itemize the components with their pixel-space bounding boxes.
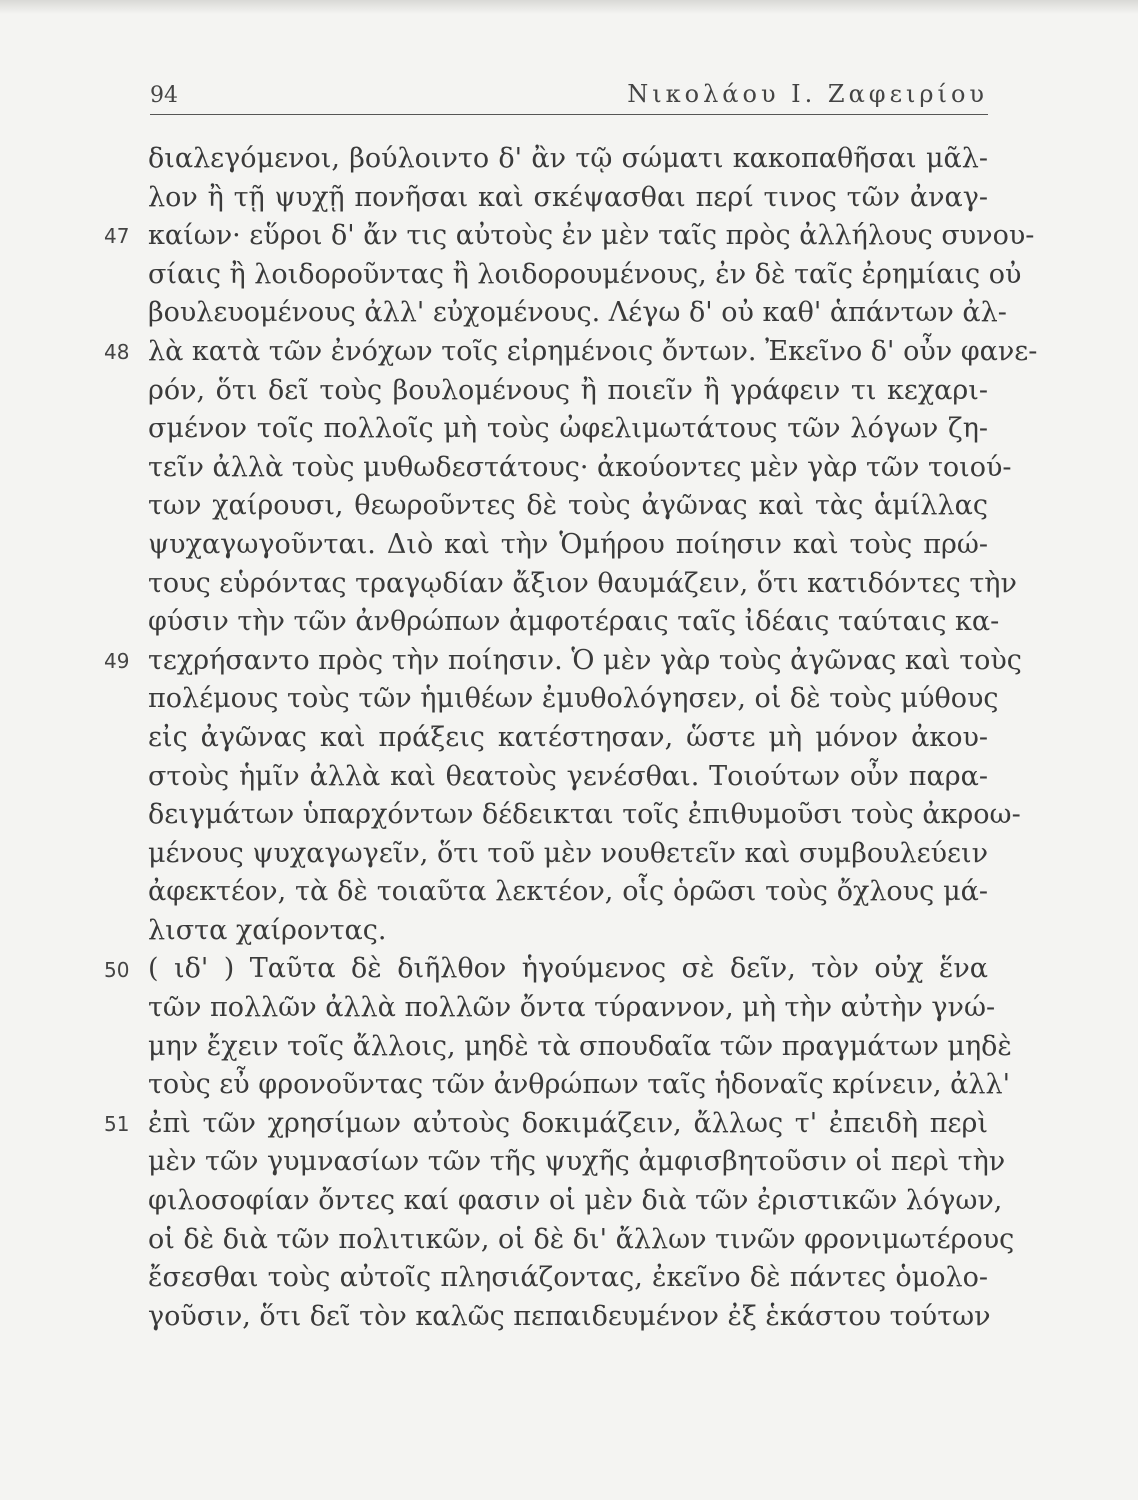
text-line: μην ἔχειν τοῖς ἄλλοις, μηδὲ τὰ σπουδαῖα τῶν πραγμάτων μηδὲ	[148, 1030, 1012, 1062]
text-line: των χαίρουσι, θεωροῦντες δὲ τοὺς ἀγῶνας καὶ τὰς ἁμίλλας	[148, 490, 988, 522]
margin-section-number: 47	[104, 224, 130, 249]
text-line: εἰς ἀγῶνας καὶ πράξεις κατέστησαν, ὥστε μὴ μόνον ἀκου-	[148, 721, 988, 753]
margin-section-number: 50	[104, 957, 130, 982]
text-line: λιστα χαίροντας.	[148, 914, 387, 946]
margin-section-number: 51	[104, 1112, 130, 1136]
text-line: σμένον τοῖς πολλοῖς μὴ τοὺς ὠφελιμωτάτους τῶν λόγων ζη-	[148, 413, 988, 445]
text-line: τοὺς εὖ φρονοῦντας τῶν ἀνθρώπων ταῖς ἡδοναῖς κρίνειν, ἀλλ'	[148, 1069, 1011, 1101]
text-line: λον ἢ τῇ ψυχῇ πονῆσαι καὶ σκέψασθαι περί τινος τῶν ἀναγ-	[148, 181, 988, 213]
text-line: τεχρήσαντο πρὸς τὴν ποίησιν. Ὁ μὲν γὰρ τοὺς ἀγῶνας καὶ τοὺς	[148, 644, 1022, 676]
text-line: ρόν, ὅτι δεῖ τοὺς βουλομένους ἢ ποιεῖν ἢ γράφειν τι κεχαρι-	[148, 374, 988, 406]
text-line: μὲν τῶν γυμνασίων τῶν τῆς ψυχῆς ἀμφισβητοῦσιν οἱ περὶ τὴν	[148, 1146, 1006, 1178]
text-line: καίων· εὕροι δ' ἄν τις αὐτοὺς ἐν μὲν ταῖς πρὸς ἀλλήλους συνου-	[148, 220, 1035, 252]
text-line: τους εὑρόντας τραγῳδίαν ἄξιον θαυμάζειν, ὅτι κατιδόντες τὴν	[148, 567, 1017, 599]
text-line: γοῦσιν, ὅτι δεῖ τὸν καλῶς πεπαιδευμένον ἐξ ἑκάστου τούτων	[148, 1300, 991, 1332]
body-text	[148, 140, 1038, 1336]
page-header	[150, 70, 988, 115]
margin-section-number: 48	[104, 340, 130, 364]
text-line: διαλεγόμενοι, βούλοιντο δ' ἂν τῷ σώματι κακοπαθῆσαι μᾶλ-	[148, 143, 988, 174]
page-top-edge	[0, 0, 1138, 14]
running-head: Νικολάου Ι. Ζαφειρίου	[627, 80, 988, 108]
text-line: φύσιν τὴν τῶν ἀνθρώπων ἀμφοτέραις ταῖς ἰδέαις ταύταις κα-	[148, 606, 1000, 638]
text-line: οἱ δὲ διὰ τῶν πολιτικῶν, οἱ δὲ δι' ἄλλων τινῶν φρονιμωτέρους	[148, 1223, 1015, 1255]
page-number: 94	[150, 83, 178, 108]
text-line: μένους ψυχαγωγεῖν, ὅτι τοῦ μὲν νουθετεῖν καὶ συμβουλεύειν	[148, 837, 988, 869]
text-line: ἀφεκτέον, τὰ δὲ τοιαῦτα λεκτέον, οἷς ὁρῶσι τοὺς ὄχλους μά-	[148, 876, 988, 908]
margin-section-number: 49	[104, 648, 130, 673]
text-line: δειγμάτων ὑπαρχόντων δέδεικται τοῖς ἐπιθυμοῦσι τοὺς ἀκροω-	[148, 799, 1021, 831]
text-line: τεῖν ἀλλὰ τοὺς μυθωδεστάτους· ἀκούοντες μὲν γὰρ τῶν τοιού-	[148, 451, 1012, 483]
text-line: πολέμους τοὺς τῶν ἡμιθέων ἐμυθολόγησεν, οἱ δὲ τοὺς μύθους	[148, 683, 999, 715]
text-line: λὰ κατὰ τῶν ἐνόχων τοῖς εἰρημένοις ὄντων. Ἐκεῖνο δ' οὖν φανε-	[148, 335, 1038, 367]
text-line: ( ιδ' ) Ταῦτα δὲ διῆλθον ἡγούμενος σὲ δεῖν, τὸν οὐχ ἕνα	[148, 953, 988, 985]
text-line: ἔσεσθαι τοὺς αὐτοῖς πλησιάζοντας, ἐκεῖνο δὲ πάντες ὁμολο-	[148, 1262, 988, 1294]
text-line: τῶν πολλῶν ἀλλὰ πολλῶν ὄντα τύραννον, μὴ τὴν αὐτὴν γνώ-	[148, 992, 996, 1024]
text-line: ψυχαγωγοῦνται. Διὸ καὶ τὴν Ὁμήρου ποίησιν καὶ τοὺς πρώ-	[148, 528, 988, 560]
text-line: βουλευομένους ἀλλ' εὐχομένους. Λέγω δ' οὐ καθ' ἁπάντων ἀλ-	[148, 297, 1007, 329]
text-line: στοὺς ἡμῖν ἀλλὰ καὶ θεατοὺς γενέσθαι. Τοιούτων οὖν παρα-	[148, 760, 988, 792]
text-line: σίαις ἢ λοιδοροῦντας ἢ λοιδορουμένους, ἐν δὲ ταῖς ἐρημίαις οὐ	[148, 258, 1022, 290]
text-line: ἐπὶ τῶν χρησίμων αὐτοὺς δοκιμάζειν, ἄλλως τ' ἐπειδὴ περὶ	[148, 1107, 988, 1139]
text-line: φιλοσοφίαν ὄντες καί φασιν οἱ μὲν διὰ τῶν ἐριστικῶν λόγων,	[148, 1185, 1003, 1217]
